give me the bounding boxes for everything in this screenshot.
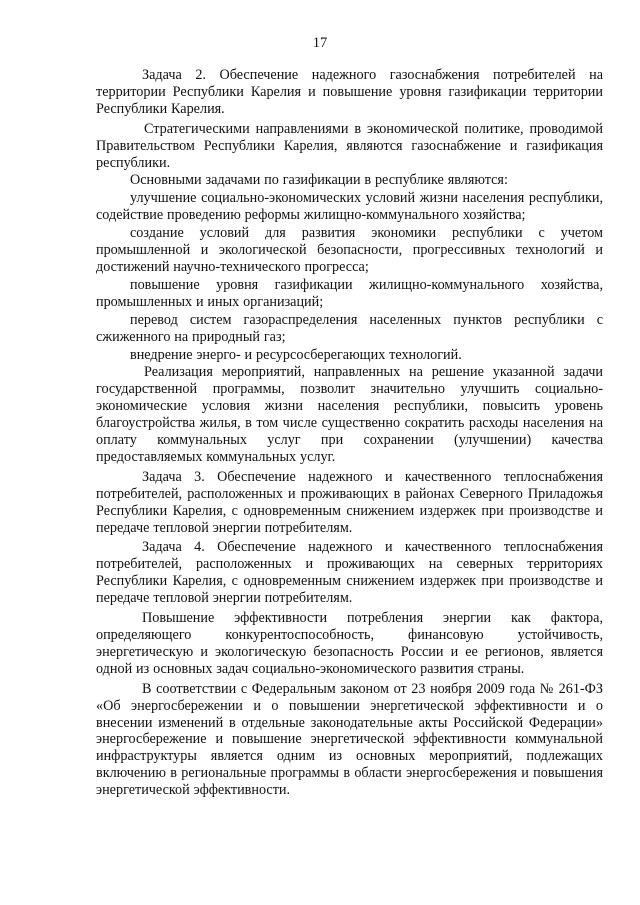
document-body (96, 67, 603, 799)
paragraph-gasification-tasks-intro: Основными задачами по газификации в республике являются: (130, 172, 508, 189)
page-number: 17 (312, 35, 328, 51)
paragraph-energy-efficiency: Повышение эффективности потребления энергии как фактора, определяющего конкурентоспособность, финансовую устойчивость, энергетическую и экологическую безопасность России и ее регионов, является одной из основных задач социально-экономического развития страны. (96, 610, 603, 677)
list-item-social-conditions: улучшение социально-экономических условий жизни населения республики, содействие проведению реформы жилищно-коммунального хозяйства; (96, 190, 603, 224)
paragraph-implementation-results: Реализация мероприятий, направленных на решение указанной задачи государственной программы, позволит значительно улучшить социально-экономические условия жизни населения республики, повысить уровень благоустройства жилья, в том числе существенно сократить расходы населения на оплату коммунальных услуг при сохранении (улучшении) качества предоставляемых коммунальных услуг. (96, 364, 603, 465)
list-item-economic-development: создание условий для развития экономики республики с учетом промышленной и экологической безопасности, прогрессивных технологий и достижений научно-технического прогресса; (96, 225, 603, 275)
paragraph-task-2: Задача 2. Обеспечение надежного газоснабжения потребителей на территории Республики Карелия и повышение уровня газификации территории Республики Карелия. (96, 67, 603, 117)
paragraph-strategic-directions: Стратегическими направлениями в экономической политике, проводимой Правительством Республики Карелия, являются газоснабжение и газификация республики. (96, 120, 603, 171)
paragraph-federal-law: В соответствии с Федеральным законом от 23 ноября 2009 года № 261-ФЗ «Об энергосбережении и о повышении энергетической эффективности и о внесении изменений в отдельные законодательные акты Российской Федерации» энергосбережение и повышение энергетической эффективности коммунальной инфраструктуры является одним из основных мероприятий, подлежащих включению в региональные программы в области энергосбережения и повышения энергетической эффективности. (96, 680, 603, 799)
paragraph-task-4: Задача 4. Обеспечение надежного и качественного теплоснабжения потребителей, расположенных и проживающих на северных территориях Республики Карелия, с одновременным снижением издержек при производстве и передаче тепловой энергии потребителям. (96, 539, 603, 607)
list-item-energy-saving-tech: внедрение энерго- и ресурсосберегающих технологий. (130, 346, 462, 363)
list-item-gas-conversion: перевод систем газораспределения населенных пунктов республики с сжиженного на природный газ; (96, 311, 603, 345)
paragraph-task-3: Задача 3. Обеспечение надежного и качественного теплоснабжения потребителей, расположенных и проживающих в районах Северного Приладожья Республики Карелия, с одновременным снижением издержек при производстве и передаче тепловой энергии потребителям. (96, 468, 603, 536)
list-item-gasification-level: повышение уровня газификации жилищно-коммунального хозяйства, промышленных и иных организаций; (96, 276, 603, 310)
